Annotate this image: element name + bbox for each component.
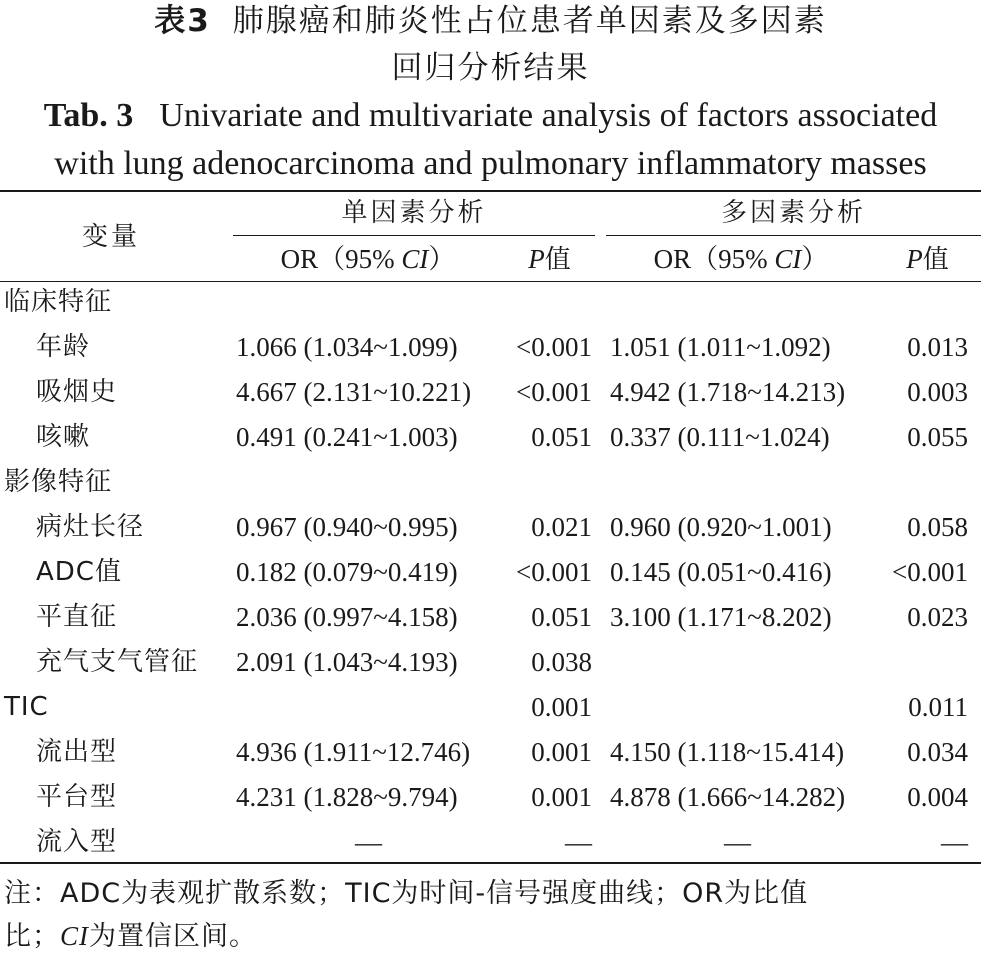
row-label: 流入型 [36, 827, 118, 857]
row-uni-p: 0.001 [531, 782, 592, 812]
row-multi-or: 0.337 (0.111~1.024) [610, 422, 830, 452]
row-multi-p: 0.034 [907, 737, 968, 767]
header-uni-p: P值 [528, 244, 572, 275]
multi-group-rule [606, 235, 981, 236]
row-multi-or: 4.878 (1.666~14.282) [610, 782, 846, 812]
row-multi-or: 4.942 (1.718~14.213) [610, 377, 846, 407]
caption-en-title: Univariate and multivariate analysis of factors associated [159, 97, 938, 134]
row-uni-or: 0.182 (0.079~0.419) [236, 557, 458, 587]
row-multi-p: <0.001 [892, 557, 968, 587]
note-line1: 注：ADC为表观扩散系数；TIC为时间-信号强度曲线；OR为比值 [4, 878, 809, 909]
uni-group-rule [233, 235, 595, 236]
row-uni-or: 2.091 (1.043~4.193) [236, 647, 458, 677]
table-top-rule [0, 190, 981, 192]
header-uni-or: OR（95% CI） [280, 244, 456, 274]
row-multi-or: 4.150 (1.118~15.414) [610, 737, 845, 767]
row-label: TIC [4, 692, 49, 722]
caption-en-line1 [0, 96, 981, 136]
header-multi-p: P值 [906, 244, 950, 275]
row-label: 病灶长径 [36, 512, 145, 542]
row-multi-or: — [724, 827, 751, 857]
row-uni-or: 2.036 (0.997~4.158) [236, 602, 458, 632]
header-multi-group: 多因素分析 [720, 198, 866, 228]
row-multi-p: 0.011 [908, 692, 968, 722]
note-line2: 比；CI为置信区间。 [4, 921, 257, 952]
header-variable: 变量 [82, 222, 141, 252]
row-label: 影像特征 [4, 467, 113, 497]
row-uni-p: <0.001 [516, 557, 592, 587]
row-label: 平台型 [36, 782, 118, 812]
row-uni-or: 0.491 (0.241~1.003) [236, 422, 458, 452]
row-uni-p: 0.051 [531, 602, 592, 632]
row-multi-or: 0.960 (0.920~1.001) [610, 512, 832, 542]
row-multi-p: 0.004 [907, 782, 968, 812]
row-uni-or: 4.936 (1.911~12.746) [236, 737, 471, 767]
row-multi-p: 0.013 [907, 332, 968, 362]
row-uni-or: 0.967 (0.940~0.995) [236, 512, 458, 542]
row-label: 充气支气管征 [36, 647, 199, 677]
caption-cn-line2: 回归分析结果 [391, 50, 590, 86]
row-uni-p: 0.038 [531, 647, 592, 677]
row-uni-p: <0.001 [516, 377, 592, 407]
row-multi-p: 0.055 [907, 422, 968, 452]
row-uni-or: 1.066 (1.034~1.099) [236, 332, 458, 362]
row-label: ADC值 [36, 557, 122, 587]
caption-cn-label: 表3 [154, 3, 211, 39]
caption-cn-line1 [0, 3, 981, 39]
row-uni-p: 0.051 [531, 422, 592, 452]
caption-cn-title: 肺腺癌和肺炎性占位患者单因素及多因素 [232, 3, 827, 39]
row-label: 吸烟史 [36, 377, 118, 407]
row-uni-p: 0.021 [531, 512, 592, 542]
row-multi-p: 0.003 [907, 377, 968, 407]
row-multi-or: 0.145 (0.051~0.416) [610, 557, 832, 587]
row-multi-or: 1.051 (1.011~1.092) [610, 332, 831, 362]
table-note [4, 873, 979, 958]
header-uni-group: 单因素分析 [341, 198, 487, 228]
row-uni-or: 4.667 (2.131~10.221) [236, 377, 472, 407]
row-label: 流出型 [36, 737, 118, 767]
row-multi-p: 0.023 [907, 602, 968, 632]
row-uni-p: 0.001 [531, 737, 592, 767]
row-label: 咳嗽 [36, 422, 91, 452]
row-label: 年龄 [36, 332, 91, 362]
row-uni-p: 0.001 [531, 692, 592, 722]
header-multi-or: OR（95% CI） [653, 244, 829, 274]
caption-en-line2: with lung adenocarcinoma and pulmonary inflammatory masses [54, 145, 927, 182]
table-bottom-rule [0, 862, 981, 864]
row-uni-p: <0.001 [516, 332, 592, 362]
row-label: 平直征 [36, 602, 118, 632]
row-uni-or: — [355, 827, 382, 857]
row-multi-or: 3.100 (1.171~8.202) [610, 602, 832, 632]
row-label: 临床特征 [4, 287, 113, 317]
caption-en-label: Tab. 3 [43, 97, 134, 134]
row-multi-p: 0.058 [907, 512, 968, 542]
row-uni-or: 4.231 (1.828~9.794) [236, 782, 458, 812]
header-bottom-rule [0, 281, 981, 282]
row-multi-p: — [941, 827, 968, 857]
row-uni-p: — [565, 827, 592, 857]
